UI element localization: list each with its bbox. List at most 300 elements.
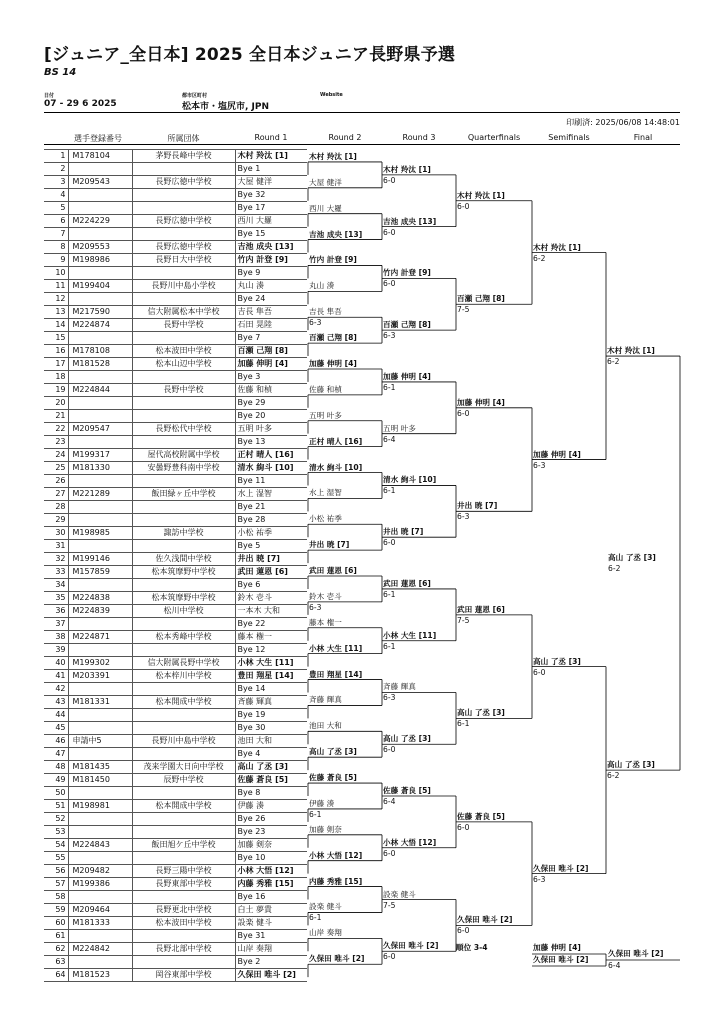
round3-entry: 設楽 健斗 bbox=[383, 889, 416, 899]
round1-entry: 五明 叶多 bbox=[235, 423, 307, 436]
registration-number: M178104 bbox=[68, 150, 132, 163]
champion-entry: 高山 了丞 [3] bbox=[608, 553, 656, 563]
round2-entry: 設楽 健斗 bbox=[309, 902, 342, 912]
round1-entry: Bye 15 bbox=[235, 228, 307, 241]
semifinal-entry: 久保田 唯斗 [2] bbox=[533, 863, 589, 873]
affiliation: 長野中学校 bbox=[132, 384, 235, 397]
round2-entry: 久保田 唯斗 [2] bbox=[309, 954, 365, 964]
registration-number: M199404 bbox=[68, 280, 132, 293]
registration-number: M178108 bbox=[68, 345, 132, 358]
round1-entry: Bye 7 bbox=[235, 332, 307, 345]
round1-entry: Bye 12 bbox=[235, 644, 307, 657]
round2-entry: 加藤 剣奈 bbox=[309, 824, 342, 834]
registration-number: M199302 bbox=[68, 657, 132, 670]
round1-entry: 藤本 権一 bbox=[235, 631, 307, 644]
registration-number: M181331 bbox=[68, 696, 132, 709]
round3-entry: 加藤 伸明 [4] bbox=[383, 371, 431, 381]
affiliation: 長野松代中学校 bbox=[132, 423, 235, 436]
match-score: 6-3 bbox=[533, 460, 546, 470]
round2-entry: 小林 大生 [11] bbox=[309, 643, 363, 653]
affiliation: 松本筑摩野中学校 bbox=[132, 592, 235, 605]
affiliation: 長野更北中学校 bbox=[132, 904, 235, 917]
round1-entry: 西川 大羅 bbox=[235, 215, 307, 228]
round3-entry: 竹内 計登 [9] bbox=[383, 268, 431, 278]
affiliation: 松本波田中学校 bbox=[132, 345, 235, 358]
round1-entry: Bye 5 bbox=[235, 540, 307, 553]
affiliation: 信大附属長野中学校 bbox=[132, 657, 235, 670]
round1-entry: 丸山 湊 bbox=[235, 280, 307, 293]
round3-entry: 久保田 唯斗 [2] bbox=[383, 941, 439, 951]
match-score: 6-3 bbox=[383, 331, 396, 341]
registration-number: M198986 bbox=[68, 254, 132, 267]
draw-number: 45 bbox=[44, 722, 68, 735]
draw-number: 8 bbox=[44, 241, 68, 254]
printed-timestamp: 印刷済: 2025/06/08 14:48:01 bbox=[566, 118, 680, 127]
round2-entry: 水上 湿智 bbox=[309, 488, 342, 498]
affiliation: 飯田旭ケ丘中学校 bbox=[132, 839, 235, 852]
draw-number: 55 bbox=[44, 852, 68, 865]
match-score: 6-3 bbox=[533, 874, 546, 884]
match-score: 6-0 bbox=[457, 926, 470, 936]
round2-entry: 斉藤 輝真 bbox=[309, 695, 342, 705]
match-score: 6-0 bbox=[457, 201, 470, 211]
registration-number: M224874 bbox=[68, 319, 132, 332]
draw-number: 57 bbox=[44, 878, 68, 891]
draw-number: 1 bbox=[44, 150, 68, 163]
round1-entry: 高山 了丞 [3] bbox=[235, 761, 307, 774]
round1-entry: 小林 大生 [11] bbox=[235, 657, 307, 670]
affiliation: 長野川中島小学校 bbox=[132, 280, 235, 293]
draw-number: 54 bbox=[44, 839, 68, 852]
round1-entry: Bye 4 bbox=[235, 748, 307, 761]
round1-entry: 百瀬 己翔 [8] bbox=[235, 345, 307, 358]
round2-entry: 内藤 秀雅 [15] bbox=[309, 876, 363, 886]
draw-number: 16 bbox=[44, 345, 68, 358]
registration-number: M181523 bbox=[68, 969, 132, 982]
registration-number: M181528 bbox=[68, 358, 132, 371]
champion-score: 6-2 bbox=[608, 564, 621, 574]
registration-number: M224229 bbox=[68, 215, 132, 228]
round2-entry: 百瀬 己翔 [8] bbox=[309, 333, 357, 343]
match-score: 6-2 bbox=[607, 357, 620, 367]
third-place-label: 順位 3-4 bbox=[456, 943, 488, 952]
match-score: 6-0 bbox=[383, 848, 396, 858]
col-header-round3: Round 3 bbox=[402, 133, 436, 142]
match-score: 6-0 bbox=[383, 279, 396, 289]
draw-number: 3 bbox=[44, 176, 68, 189]
col-header-quarterfinals: Quarterfinals bbox=[467, 133, 521, 142]
round3-entry: 小林 大生 [11] bbox=[383, 630, 437, 640]
round1-entry: Bye 9 bbox=[235, 267, 307, 280]
round1-entry: 小林 大悟 [12] bbox=[235, 865, 307, 878]
round1-entry: 正村 晴人 [16] bbox=[235, 449, 307, 462]
round2-entry: 正村 晴人 [16] bbox=[309, 436, 363, 446]
round1-entry: 加藤 剣奈 bbox=[235, 839, 307, 852]
affiliation: 長野日大中学校 bbox=[132, 254, 235, 267]
draw-number: 31 bbox=[44, 540, 68, 553]
round3-entry: 佐藤 蒼良 [5] bbox=[383, 786, 431, 795]
affiliation: 長野東部中学校 bbox=[132, 878, 235, 891]
quarterfinal-entry: 久保田 唯斗 [2] bbox=[457, 915, 513, 925]
round1-entry: Bye 3 bbox=[235, 371, 307, 384]
draw-number: 47 bbox=[44, 748, 68, 761]
round1-entry: 武田 蓮恩 [6] bbox=[235, 566, 307, 579]
round1-entry: 佐藤 和楨 bbox=[235, 384, 307, 397]
match-score: 6-3 bbox=[309, 602, 322, 612]
round1-entry: 大屋 健洋 bbox=[235, 176, 307, 189]
col-header-affiliation: 所属団体 bbox=[167, 134, 200, 143]
draw-number: 12 bbox=[44, 293, 68, 306]
match-score: 6-2 bbox=[607, 771, 620, 781]
col-header-registration: 選手登録番号 bbox=[74, 134, 122, 143]
col-header-semifinals: Semifinals bbox=[548, 133, 590, 142]
registration-number: M209482 bbox=[68, 865, 132, 878]
round1-entry: 佐藤 蒼良 [5] bbox=[235, 774, 307, 787]
affiliation: 安曇野豊科南中学校 bbox=[132, 462, 235, 475]
affiliation: 信大附属松本中学校 bbox=[132, 306, 235, 319]
affiliation: 茂来学園大日向中学校 bbox=[132, 761, 235, 774]
final-entry: 高山 了丞 [3] bbox=[607, 760, 655, 770]
match-score: 6-1 bbox=[383, 641, 396, 651]
final-entry: 木村 羚汰 [1] bbox=[607, 346, 655, 356]
round1-entry: 斉藤 輝真 bbox=[235, 696, 307, 709]
round2-entry: 山岸 奏翔 bbox=[309, 928, 342, 938]
round1-entry: Bye 26 bbox=[235, 813, 307, 826]
draw-number: 56 bbox=[44, 865, 68, 878]
date-label: 日付 bbox=[44, 93, 55, 99]
round1-entry: Bye 10 bbox=[235, 852, 307, 865]
round1-entry: Bye 24 bbox=[235, 293, 307, 306]
draw-number: 36 bbox=[44, 605, 68, 618]
registration-number: M224871 bbox=[68, 631, 132, 644]
round1-entry: 鈴木 壱斗 bbox=[235, 592, 307, 605]
round1-entry: Bye 23 bbox=[235, 826, 307, 839]
match-score: 6-0 bbox=[533, 667, 546, 677]
semifinal-entry: 木村 羚汰 [1] bbox=[533, 242, 581, 252]
draw-number: 24 bbox=[44, 449, 68, 462]
round1-entry: 井出 暁 [7] bbox=[235, 553, 307, 566]
registration-number: M199386 bbox=[68, 878, 132, 891]
match-score: 6-4 bbox=[383, 797, 396, 806]
affiliation: 茅野長峰中学校 bbox=[132, 150, 235, 163]
draw-number: 7 bbox=[44, 228, 68, 241]
semifinal-entry: 加藤 伸明 [4] bbox=[533, 449, 581, 459]
round1-entry: 清水 絢斗 [10] bbox=[235, 462, 307, 475]
draw-number: 49 bbox=[44, 774, 68, 787]
affiliation: 長野広徳中学校 bbox=[132, 241, 235, 254]
draw-number: 13 bbox=[44, 306, 68, 319]
round1-entry: Bye 16 bbox=[235, 891, 307, 904]
date-value: 07 - 29 6 2025 bbox=[44, 99, 117, 109]
draw-number: 37 bbox=[44, 618, 68, 631]
round2-entry: 佐藤 和楨 bbox=[309, 384, 342, 394]
registration-number: M209547 bbox=[68, 423, 132, 436]
affiliation: 長野北部中学校 bbox=[132, 943, 235, 956]
registration-number: M181450 bbox=[68, 774, 132, 787]
draw-number: 30 bbox=[44, 527, 68, 540]
draw-number: 62 bbox=[44, 943, 68, 956]
draw-number: 46 bbox=[44, 735, 68, 748]
round1-entry: 竹内 計登 [9] bbox=[235, 254, 307, 267]
round1-entry: 内藤 秀雅 [15] bbox=[235, 878, 307, 891]
draw-number: 18 bbox=[44, 371, 68, 384]
affiliation: 松本筑摩野中学校 bbox=[132, 566, 235, 579]
round3-entry: 武田 蓮恩 [6] bbox=[383, 578, 431, 588]
affiliation: 飯田緑ヶ丘中学校 bbox=[132, 488, 235, 501]
match-score: 7-5 bbox=[383, 900, 396, 910]
registration-number: M224838 bbox=[68, 592, 132, 605]
round1-entry: 小松 祐季 bbox=[235, 527, 307, 540]
draw-number: 2 bbox=[44, 163, 68, 176]
round2-entry: 武田 蓮恩 [6] bbox=[309, 566, 357, 576]
affiliation: 松本梓川中学校 bbox=[132, 670, 235, 683]
round2-entry: 池田 大和 bbox=[309, 721, 342, 731]
draw-number: 6 bbox=[44, 215, 68, 228]
registration-number: M224842 bbox=[68, 943, 132, 956]
registration-number: 申請中5 bbox=[68, 735, 132, 748]
match-score: 6-1 bbox=[383, 589, 396, 599]
draw-number: 35 bbox=[44, 592, 68, 605]
round2-entry: 鈴木 壱斗 bbox=[309, 591, 342, 601]
website-label: Website bbox=[320, 92, 343, 98]
round1-entry: 水上 湿智 bbox=[235, 488, 307, 501]
draw-number: 43 bbox=[44, 696, 68, 709]
draw-number: 51 bbox=[44, 800, 68, 813]
registration-number: M217590 bbox=[68, 306, 132, 319]
registration-number: M199317 bbox=[68, 449, 132, 462]
draw-number: 61 bbox=[44, 930, 68, 943]
affiliation: 松本開成中学校 bbox=[132, 800, 235, 813]
match-score: 6-3 bbox=[383, 693, 396, 703]
draw-number: 9 bbox=[44, 254, 68, 267]
affiliation: 岡谷東部中学校 bbox=[132, 969, 235, 982]
round1-entry: 白土 夢貴 bbox=[235, 904, 307, 917]
round1-entry: 加藤 伸明 [4] bbox=[235, 358, 307, 371]
draw-number: 40 bbox=[44, 657, 68, 670]
draw-number: 19 bbox=[44, 384, 68, 397]
round1-entry: 一本木 大和 bbox=[235, 605, 307, 618]
affiliation: 長野川中島中学校 bbox=[132, 735, 235, 748]
draw-number: 10 bbox=[44, 267, 68, 280]
affiliation: 長野三陽中学校 bbox=[132, 865, 235, 878]
round1-entry: Bye 13 bbox=[235, 436, 307, 449]
col-header-round2: Round 2 bbox=[328, 133, 362, 142]
event-code: BS 14 bbox=[44, 67, 77, 78]
match-score: 6-2 bbox=[533, 253, 546, 263]
round3-entry: 小林 大悟 [12] bbox=[383, 837, 437, 847]
round1-entry: Bye 1 bbox=[235, 163, 307, 176]
registration-number: M224839 bbox=[68, 605, 132, 618]
registration-number: M157859 bbox=[68, 566, 132, 579]
registration-number: M209543 bbox=[68, 176, 132, 189]
draw-number: 4 bbox=[44, 189, 68, 202]
draw-number: 42 bbox=[44, 683, 68, 696]
col-header-final: Final bbox=[633, 133, 653, 142]
match-score: 6-1 bbox=[457, 719, 470, 729]
registration-number: M198981 bbox=[68, 800, 132, 813]
col-header-round1: Round 1 bbox=[254, 133, 288, 142]
draw-number: 26 bbox=[44, 475, 68, 488]
round3-entry: 清水 絢斗 [10] bbox=[383, 475, 437, 485]
affiliation: 松本秀峰中学校 bbox=[132, 631, 235, 644]
affiliation: 松本波田中学校 bbox=[132, 917, 235, 930]
round2-entry: 井出 暁 [7] bbox=[309, 540, 350, 550]
affiliation: 長野中学校 bbox=[132, 319, 235, 332]
draw-number: 29 bbox=[44, 514, 68, 527]
draw-number: 20 bbox=[44, 397, 68, 410]
match-score: 6-0 bbox=[383, 952, 396, 962]
quarterfinal-entry: 武田 蓮恩 [6] bbox=[457, 604, 505, 614]
round2-entry: 加藤 伸明 [4] bbox=[309, 358, 357, 368]
round1-entry: Bye 6 bbox=[235, 579, 307, 592]
round1-entry: Bye 11 bbox=[235, 475, 307, 488]
round1-entry: Bye 19 bbox=[235, 709, 307, 722]
match-score: 6-3 bbox=[309, 318, 322, 328]
registration-number: M199146 bbox=[68, 553, 132, 566]
draw-number: 14 bbox=[44, 319, 68, 332]
round1-entry: 吉池 成央 [13] bbox=[235, 241, 307, 254]
round1-entry: Bye 30 bbox=[235, 722, 307, 735]
round3-entry: 高山 了丞 [3] bbox=[383, 734, 431, 744]
draw-number: 41 bbox=[44, 670, 68, 683]
match-score: 6-0 bbox=[383, 538, 396, 548]
round1-entry: 石田 晃陸 bbox=[235, 319, 307, 332]
affiliation: 諏訪中学校 bbox=[132, 527, 235, 540]
quarterfinal-entry: 加藤 伸明 [4] bbox=[457, 397, 505, 407]
draw-number: 25 bbox=[44, 462, 68, 475]
third-place-player: 加藤 伸明 [4] bbox=[533, 943, 581, 952]
third-place-score: 6-4 bbox=[608, 961, 621, 970]
match-score: 6-0 bbox=[383, 175, 396, 185]
city-value: 松本市・塩尻市, JPN bbox=[182, 102, 270, 112]
affiliation: 長野広徳中学校 bbox=[132, 215, 235, 228]
registration-number: M198985 bbox=[68, 527, 132, 540]
affiliation: 辰野中学校 bbox=[132, 774, 235, 787]
draw-number: 44 bbox=[44, 709, 68, 722]
round1-entry: Bye 17 bbox=[235, 202, 307, 215]
round1-entry: 豊田 翔星 [14] bbox=[235, 670, 307, 683]
round2-entry: 木村 羚汰 [1] bbox=[309, 151, 357, 161]
match-score: 6-0 bbox=[457, 408, 470, 418]
draw-number: 64 bbox=[44, 969, 68, 982]
draw-number: 50 bbox=[44, 787, 68, 800]
round2-entry: 丸山 湊 bbox=[309, 281, 335, 291]
draw-number: 63 bbox=[44, 956, 68, 969]
affiliation: 長野広徳中学校 bbox=[132, 176, 235, 189]
match-score: 6-0 bbox=[383, 745, 396, 755]
registration-number: M203391 bbox=[68, 670, 132, 683]
round1-entry: 吉長 隼吾 bbox=[235, 306, 307, 319]
third-place-player: 久保田 唯斗 [2] bbox=[533, 955, 589, 964]
round3-entry: 吉池 成央 [13] bbox=[383, 216, 437, 226]
draw-number: 21 bbox=[44, 410, 68, 423]
quarterfinal-entry: 高山 了丞 [3] bbox=[457, 708, 505, 718]
draw-number: 58 bbox=[44, 891, 68, 904]
match-score: 7-5 bbox=[457, 305, 470, 315]
round1-entry: Bye 31 bbox=[235, 930, 307, 943]
round3-entry: 井出 暁 [7] bbox=[383, 527, 424, 537]
draw-number: 39 bbox=[44, 644, 68, 657]
match-score: 7-5 bbox=[457, 615, 470, 625]
registration-number: M224844 bbox=[68, 384, 132, 397]
round2-entry: 佐藤 蒼良 [5] bbox=[309, 773, 357, 783]
affiliation: 松川中学校 bbox=[132, 605, 235, 618]
affiliation: 屋代高校附属中学校 bbox=[132, 449, 235, 462]
draw-number: 5 bbox=[44, 202, 68, 215]
round2-entry: 竹内 計登 [9] bbox=[309, 255, 357, 265]
registration-number: M209464 bbox=[68, 904, 132, 917]
draw-number: 60 bbox=[44, 917, 68, 930]
draw-number: 52 bbox=[44, 813, 68, 826]
draw-number: 11 bbox=[44, 280, 68, 293]
round2-entry: 高山 了丞 [3] bbox=[309, 747, 357, 757]
round1-entry: Bye 29 bbox=[235, 397, 307, 410]
round1-entry: 木村 羚汰 [1] bbox=[235, 150, 307, 163]
draw-number: 15 bbox=[44, 332, 68, 345]
match-score: 6-3 bbox=[457, 512, 470, 522]
round1-entry: Bye 2 bbox=[235, 956, 307, 969]
round2-entry: 小林 大悟 [12] bbox=[309, 850, 363, 860]
round1-entry: 久保田 唯斗 [2] bbox=[235, 969, 307, 982]
round1-entry: Bye 32 bbox=[235, 189, 307, 202]
match-score: 6-1 bbox=[309, 809, 322, 819]
round1-entry: Bye 22 bbox=[235, 618, 307, 631]
round2-entry: 清水 絢斗 [10] bbox=[309, 462, 363, 472]
round1-entry: 池田 大和 bbox=[235, 735, 307, 748]
round3-entry: 五明 叶多 bbox=[383, 423, 416, 433]
quarterfinal-entry: 木村 羚汰 [1] bbox=[457, 190, 505, 200]
round3-entry: 木村 羚汰 [1] bbox=[383, 164, 431, 174]
match-score: 6-0 bbox=[383, 227, 396, 237]
quarterfinal-entry: 百瀬 己翔 [8] bbox=[457, 294, 505, 304]
draw-number: 34 bbox=[44, 579, 68, 592]
registration-number: M224843 bbox=[68, 839, 132, 852]
quarterfinal-entry: 佐藤 蒼良 [5] bbox=[457, 811, 505, 821]
registration-number: M221289 bbox=[68, 488, 132, 501]
draw-number: 27 bbox=[44, 488, 68, 501]
draw-number: 23 bbox=[44, 436, 68, 449]
round1-entry: Bye 21 bbox=[235, 501, 307, 514]
round2-entry: 西川 大羅 bbox=[309, 203, 342, 213]
registration-number: M181330 bbox=[68, 462, 132, 475]
draw-number: 48 bbox=[44, 761, 68, 774]
round2-entry: 小松 祐季 bbox=[309, 514, 342, 524]
round2-entry: 吉長 隼吾 bbox=[309, 307, 342, 317]
match-score: 6-1 bbox=[383, 382, 396, 392]
round1-entry: Bye 14 bbox=[235, 683, 307, 696]
semifinal-entry: 高山 了丞 [3] bbox=[533, 656, 581, 666]
match-score: 6-1 bbox=[383, 486, 396, 496]
round1-entry: 設楽 健斗 bbox=[235, 917, 307, 930]
quarterfinal-entry: 井出 暁 [7] bbox=[457, 501, 498, 511]
round2-entry: 伊藤 湊 bbox=[309, 798, 335, 808]
affiliation: 松本山辺中学校 bbox=[132, 358, 235, 371]
draw-number: 28 bbox=[44, 501, 68, 514]
draw-number: 17 bbox=[44, 358, 68, 371]
page-title: [ジュニア_全日本] 2025 全日本ジュニア長野県予選 bbox=[44, 45, 456, 65]
draw-number: 59 bbox=[44, 904, 68, 917]
registration-number: M181333 bbox=[68, 917, 132, 930]
match-score: 6-1 bbox=[309, 913, 322, 923]
round1-entry: 山岸 奏翔 bbox=[235, 943, 307, 956]
draw-number: 22 bbox=[44, 423, 68, 436]
match-score: 6-0 bbox=[457, 822, 470, 832]
city-label: 都市区町村 bbox=[182, 93, 208, 99]
round2-entry: 豊田 翔星 [14] bbox=[309, 669, 363, 679]
affiliation: 佐久浅間中学校 bbox=[132, 553, 235, 566]
draw-number: 32 bbox=[44, 553, 68, 566]
round3-entry: 百瀬 己翔 [8] bbox=[383, 320, 431, 330]
